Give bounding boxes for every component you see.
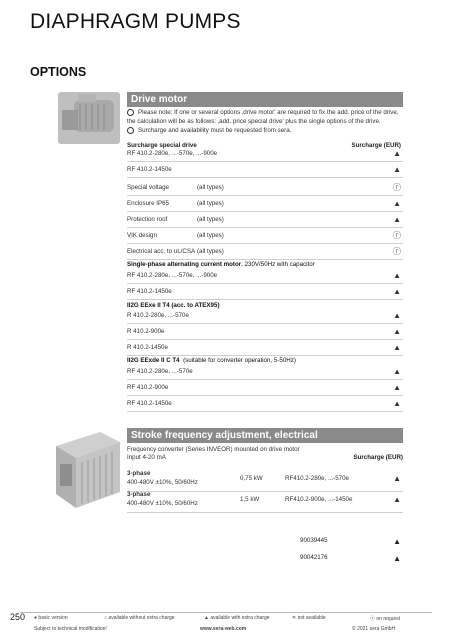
stroke-row-1: [127, 469, 403, 492]
frequency-converter-image: [50, 428, 126, 512]
row-types: (all types): [197, 232, 224, 239]
table-row: [127, 162, 403, 178]
pump-types: RF410.2-280e, ...-570e: [285, 475, 349, 482]
status-icon: ▲: [393, 215, 401, 224]
power-kw: 1,5 kW: [240, 496, 260, 503]
drive-motor-image: [58, 92, 120, 144]
status-icon: ▲: [393, 495, 401, 504]
copyright: © 2021 sera GmbH: [352, 626, 396, 632]
status-icon: ▲: [393, 554, 401, 563]
phase-title: 3-phase: [127, 470, 151, 477]
atex2-title: [127, 357, 296, 364]
status-icon: ▲: [393, 537, 401, 546]
phase-sub: 400-480V ±10%, 50/60Hz: [127, 500, 198, 507]
row-label: R 410.2-900e: [127, 328, 165, 335]
filled-circle-icon: ●: [34, 615, 38, 621]
article-code: 90039445: [300, 537, 328, 544]
legend-label: available without extra charge: [108, 615, 175, 621]
converter-illustration: [50, 428, 126, 512]
surcharge-eur-label: Surcharge (EUR): [351, 142, 401, 149]
status-icon: ⓡ: [393, 183, 401, 192]
phase-title: 3-phase: [127, 491, 151, 498]
table-row: [127, 228, 403, 244]
row-label: RF 410.2-900e: [127, 384, 169, 391]
status-icon: ▲: [393, 399, 401, 408]
row-label: RF 410.2-280e, ...-570e, ...-900e: [127, 150, 218, 157]
table-row: [127, 268, 403, 284]
single-phase-title-text: Single-phase alternating current motor: [127, 261, 242, 268]
atex1-title: II2G EExe II T4 (acc. to ATEX95): [127, 302, 220, 309]
legend-na: [292, 615, 326, 621]
atex2-title-text: II2G EExde II C T4: [127, 357, 180, 364]
stroke-row-2: [127, 490, 403, 513]
website-link[interactable]: www.sera-web.com: [200, 626, 247, 632]
status-icon: ⓡ: [393, 247, 401, 256]
page-number: 250: [10, 612, 26, 622]
status-icon: ▲: [393, 287, 401, 296]
footer-rule: [20, 612, 432, 613]
status-icon: ▲: [393, 311, 401, 320]
row-types: (all types): [197, 184, 224, 191]
open-circle-icon: ○: [104, 615, 108, 621]
page-title: DIAPHRAGM PUMPS: [30, 10, 241, 33]
legend-extra: [204, 615, 270, 621]
table-row: [127, 324, 403, 340]
phase-sub: 400-480V ±10%, 50/60Hz: [127, 479, 198, 486]
legend-label: basic version: [38, 615, 68, 621]
table-row: [127, 380, 403, 396]
row-label: Enclosure IP65: [127, 200, 169, 207]
motor-illustration: [58, 92, 120, 144]
status-icon: ▲: [393, 343, 401, 352]
power-kw: 0,75 kW: [240, 475, 263, 482]
drive-motor-header: Drive motor: [127, 92, 403, 107]
table-row: [127, 308, 403, 324]
legend-label: available with extra charge: [210, 615, 270, 621]
row-label: Electrical acc. to uL/CSA: [127, 248, 196, 255]
section-label: OPTIONS: [30, 65, 87, 79]
table-row: [127, 364, 403, 380]
status-icon: ▲: [393, 165, 401, 174]
stroke-frequency-header: Stroke frequency adjustment, electrical: [127, 428, 403, 443]
stroke-desc-1: Frequency converter (Series INVEOR) mounted on drive motor: [127, 446, 300, 453]
status-icon: ▲: [393, 271, 401, 280]
open-circle-icon: [127, 127, 134, 134]
note-1: Please note: If one or several options ‚drive motor' are required to fix the add. price of the drive, the calculation will be as follows: ‚add. price special drive' plus the single options of the drive.: [127, 109, 399, 125]
legend-request: [370, 615, 400, 622]
triangle-icon: ▲: [204, 615, 209, 621]
row-types: (all types): [197, 248, 224, 255]
stroke-desc-2: Input 4-20 mA: [127, 454, 166, 461]
legend-basic: [34, 615, 68, 621]
status-icon: ▲: [393, 383, 401, 392]
status-icon: ▲: [393, 367, 401, 376]
row-label: R 410.2-1450e: [127, 344, 168, 351]
open-circle-icon: [127, 109, 134, 116]
note-2: Surcharge and availability must be requested from sera.: [127, 127, 403, 136]
row-label: VIK design: [127, 232, 157, 239]
table-row: [127, 196, 403, 212]
table-row: [127, 180, 403, 196]
row-types: (all types): [197, 216, 224, 223]
atex2-desc: (suitable for converter operation, 5-50Hz): [183, 357, 296, 364]
table-row: [127, 396, 403, 412]
disclaimer: Subject to technical modification!: [34, 626, 107, 632]
row-label: RF 410.2-1450e: [127, 400, 172, 407]
request-icon: ⓡ: [370, 616, 376, 622]
stroke-surcharge-label: Surcharge (EUR): [353, 454, 403, 461]
row-label: R 410.2-280e, ...-570e: [127, 312, 189, 319]
pump-types: RF410.2-900e, ...-1450e: [285, 496, 353, 503]
legend-free: [104, 615, 175, 621]
table-row: [127, 340, 403, 356]
status-icon: ▲: [393, 149, 401, 158]
cross-icon: ✕: [292, 615, 297, 621]
table-row: [127, 146, 403, 162]
surcharge-special-drive-label: Surcharge special drive: [127, 142, 197, 149]
table-row: [127, 244, 403, 260]
status-icon: ▲: [393, 474, 401, 483]
single-phase-title: [127, 261, 315, 268]
status-icon: ⓡ: [393, 231, 401, 240]
legend-label: on request: [376, 616, 401, 622]
row-label: RF 410.2-1450e: [127, 166, 172, 173]
status-icon: ▲: [393, 327, 401, 336]
row-label: RF 410.2-1450e: [127, 288, 172, 295]
row-label: Protection roof: [127, 216, 168, 223]
single-phase-desc: , 230V/50Hz with capacitor: [241, 261, 315, 268]
table-row: [127, 284, 403, 300]
code-row: [300, 554, 403, 561]
row-types: (all types): [197, 200, 224, 207]
legend: [34, 615, 414, 623]
row-label: RF 410.2-280e, ...-570e, ...-900e: [127, 272, 218, 279]
legend-label: not available: [297, 615, 326, 621]
status-icon: ▲: [393, 199, 401, 208]
table-row: [127, 212, 403, 228]
code-row: [300, 537, 403, 544]
article-code: 90042176: [300, 554, 328, 561]
row-label: Special voltage: [127, 184, 169, 191]
row-label: RF 410.2-280e, ...-570e: [127, 368, 193, 375]
